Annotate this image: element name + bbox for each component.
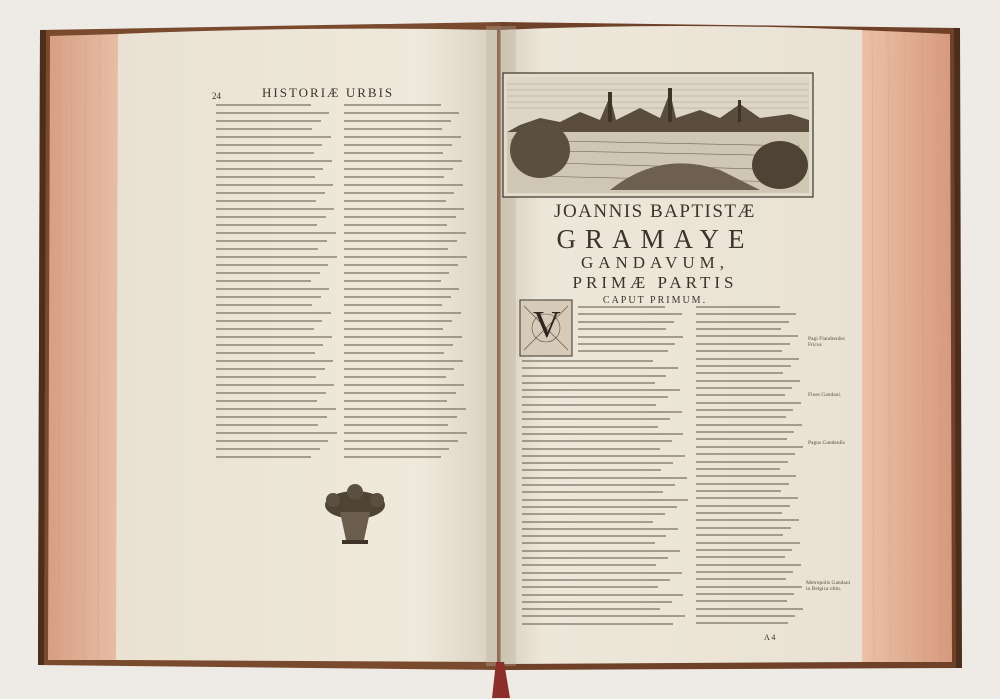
text-line xyxy=(696,483,789,485)
text-line xyxy=(344,304,442,306)
city-engraving xyxy=(503,73,813,197)
text-line xyxy=(344,192,454,194)
text-line xyxy=(696,593,794,595)
text-line xyxy=(216,136,331,138)
margin-note-3: Pagus Gandenſis xyxy=(808,440,845,446)
text-line xyxy=(216,168,323,170)
text-line xyxy=(344,232,466,234)
text-line xyxy=(344,104,441,106)
text-line xyxy=(696,505,790,507)
text-line xyxy=(344,208,464,210)
text-line xyxy=(522,469,661,471)
text-line xyxy=(696,372,783,374)
text-line xyxy=(344,184,463,186)
text-line xyxy=(522,550,680,552)
left-column-1 xyxy=(216,104,338,464)
text-line xyxy=(522,615,685,617)
text-line xyxy=(216,200,316,202)
text-line xyxy=(344,296,451,298)
text-line xyxy=(344,120,451,122)
text-line xyxy=(522,572,682,574)
text-line xyxy=(696,343,790,345)
text-line xyxy=(216,176,315,178)
text-line xyxy=(344,416,457,418)
text-line xyxy=(344,392,456,394)
text-line xyxy=(522,513,665,515)
text-line xyxy=(696,409,793,411)
text-line xyxy=(216,408,336,410)
text-line xyxy=(344,160,462,162)
text-line xyxy=(216,112,329,114)
text-line xyxy=(344,384,464,386)
text-line xyxy=(522,484,675,486)
text-line xyxy=(578,336,683,338)
text-line xyxy=(344,456,441,458)
text-line xyxy=(696,328,781,330)
text-line xyxy=(522,477,687,479)
text-line xyxy=(696,358,799,360)
text-line xyxy=(216,240,327,242)
right-column-2 xyxy=(696,306,804,630)
text-line xyxy=(522,601,672,603)
text-line xyxy=(696,438,787,440)
text-line xyxy=(216,376,316,378)
text-line xyxy=(578,313,682,315)
signature-mark: A 4 xyxy=(764,633,776,642)
text-line xyxy=(344,112,459,114)
text-line xyxy=(216,368,325,370)
author-surname: GRAMAYE xyxy=(556,224,754,254)
text-line xyxy=(216,416,327,418)
text-line xyxy=(522,426,658,428)
left-column-2 xyxy=(344,104,468,464)
text-line xyxy=(344,312,461,314)
text-line xyxy=(522,521,653,523)
text-line xyxy=(696,549,792,551)
text-line xyxy=(344,280,441,282)
text-line xyxy=(696,564,801,566)
text-line xyxy=(216,216,326,218)
text-line xyxy=(522,535,666,537)
text-line xyxy=(522,455,685,457)
text-line xyxy=(344,288,459,290)
text-line xyxy=(344,200,446,202)
text-line xyxy=(578,306,665,308)
text-line xyxy=(216,264,328,266)
text-line xyxy=(216,160,332,162)
text-line xyxy=(344,320,452,322)
text-line xyxy=(522,594,683,596)
text-line xyxy=(344,136,461,138)
text-line xyxy=(522,528,678,530)
text-line xyxy=(578,328,666,330)
text-line xyxy=(696,534,783,536)
text-line xyxy=(344,336,462,338)
text-line xyxy=(344,248,448,250)
text-line xyxy=(216,432,337,434)
text-line xyxy=(216,424,318,426)
text-line xyxy=(216,320,322,322)
text-line xyxy=(216,128,312,130)
text-line xyxy=(696,365,791,367)
text-line xyxy=(696,497,798,499)
text-line xyxy=(216,400,317,402)
text-line xyxy=(216,248,318,250)
text-line xyxy=(344,128,442,130)
text-line xyxy=(344,256,467,258)
text-line xyxy=(522,506,677,508)
text-line xyxy=(522,375,666,377)
right-column-1 xyxy=(522,360,690,630)
text-line xyxy=(696,578,786,580)
text-line xyxy=(696,600,787,602)
right-column-1-top xyxy=(578,306,690,358)
text-line xyxy=(522,389,680,391)
text-line xyxy=(522,564,656,566)
text-line xyxy=(344,328,443,330)
text-line xyxy=(696,387,792,389)
text-line xyxy=(696,402,801,404)
text-line xyxy=(522,462,673,464)
text-line xyxy=(344,376,446,378)
text-line xyxy=(696,453,795,455)
text-line xyxy=(522,433,683,435)
text-line xyxy=(216,152,314,154)
text-line xyxy=(344,408,466,410)
text-line xyxy=(216,272,320,274)
text-line xyxy=(696,615,795,617)
text-line xyxy=(522,491,663,493)
text-line xyxy=(696,424,802,426)
text-line xyxy=(696,527,791,529)
text-line xyxy=(216,440,328,442)
text-line xyxy=(344,168,453,170)
text-line xyxy=(522,396,668,398)
text-line xyxy=(216,184,333,186)
text-line xyxy=(216,448,320,450)
text-line xyxy=(344,400,447,402)
text-line xyxy=(696,431,794,433)
text-line xyxy=(344,424,448,426)
text-line xyxy=(522,448,660,450)
margin-note-4: Metropolis Gandaui in Belgica olim. xyxy=(806,580,851,593)
text-line xyxy=(696,446,803,448)
text-line xyxy=(522,557,668,559)
text-line xyxy=(696,542,800,544)
text-line xyxy=(216,360,333,362)
text-line xyxy=(216,280,311,282)
text-line xyxy=(696,306,780,308)
text-line xyxy=(696,313,796,315)
drop-cap-letter: V xyxy=(533,304,561,346)
text-line xyxy=(344,432,467,434)
text-line xyxy=(578,321,674,323)
text-line xyxy=(522,382,655,384)
text-line xyxy=(578,350,668,352)
text-line xyxy=(216,456,311,458)
text-line xyxy=(216,304,312,306)
text-line xyxy=(216,384,334,386)
text-line xyxy=(696,350,782,352)
text-line xyxy=(696,556,785,558)
text-line xyxy=(344,224,447,226)
text-line xyxy=(696,608,803,610)
text-line xyxy=(578,343,675,345)
text-line xyxy=(216,336,332,338)
text-line xyxy=(216,344,323,346)
text-line xyxy=(696,321,789,323)
text-line xyxy=(216,120,321,122)
text-line xyxy=(696,461,788,463)
text-line xyxy=(216,312,331,314)
text-line xyxy=(522,367,678,369)
text-line xyxy=(344,440,458,442)
text-line xyxy=(696,380,800,382)
text-line xyxy=(522,440,672,442)
author-title: JOANNIS BAPTISTÆ xyxy=(554,201,756,222)
left-page-header: HISTORIÆ URBIS xyxy=(262,85,395,100)
text-line xyxy=(696,519,799,521)
text-line xyxy=(522,608,660,610)
text-line xyxy=(216,352,315,354)
text-line xyxy=(696,335,798,337)
text-line xyxy=(522,418,670,420)
text-line xyxy=(696,571,793,573)
chapter-title: CAPUT PRIMUM. xyxy=(602,295,708,306)
text-line xyxy=(216,224,317,226)
text-line xyxy=(696,586,802,588)
text-line xyxy=(696,622,788,624)
part-title: PRIMÆ PARTIS xyxy=(572,273,738,292)
text-line xyxy=(522,404,656,406)
margin-note-1: Pagi Flandrenſes Fricus xyxy=(808,336,845,349)
text-line xyxy=(344,448,449,450)
text-line xyxy=(344,360,463,362)
text-line xyxy=(216,104,311,106)
text-line xyxy=(216,144,322,146)
text-line xyxy=(696,490,781,492)
text-line xyxy=(216,208,334,210)
text-line xyxy=(522,623,673,625)
text-line xyxy=(216,232,336,234)
left-page-number: 24 xyxy=(212,91,221,101)
text-line xyxy=(344,352,444,354)
text-line xyxy=(522,542,655,544)
text-line xyxy=(344,240,457,242)
text-line xyxy=(522,411,682,413)
text-line xyxy=(522,579,670,581)
text-line xyxy=(344,144,452,146)
text-line xyxy=(344,368,454,370)
text-line xyxy=(344,152,443,154)
text-line xyxy=(216,256,337,258)
text-line xyxy=(696,416,786,418)
text-line xyxy=(216,192,325,194)
text-line xyxy=(696,475,796,477)
text-line xyxy=(216,328,314,330)
text-line xyxy=(344,216,456,218)
text-line xyxy=(696,468,780,470)
text-line xyxy=(216,288,329,290)
text-line xyxy=(344,176,444,178)
text-line xyxy=(216,296,321,298)
text-line xyxy=(696,512,782,514)
text-line xyxy=(216,392,326,394)
text-line xyxy=(344,344,453,346)
text-line xyxy=(344,272,449,274)
text-line xyxy=(522,360,653,362)
text-line xyxy=(344,264,458,266)
margin-note-2: Fines Gandaui. xyxy=(808,392,842,398)
work-title: GANDAVUM, xyxy=(580,253,730,272)
text-line xyxy=(522,499,688,501)
text-line xyxy=(522,586,658,588)
text-line xyxy=(696,394,785,396)
